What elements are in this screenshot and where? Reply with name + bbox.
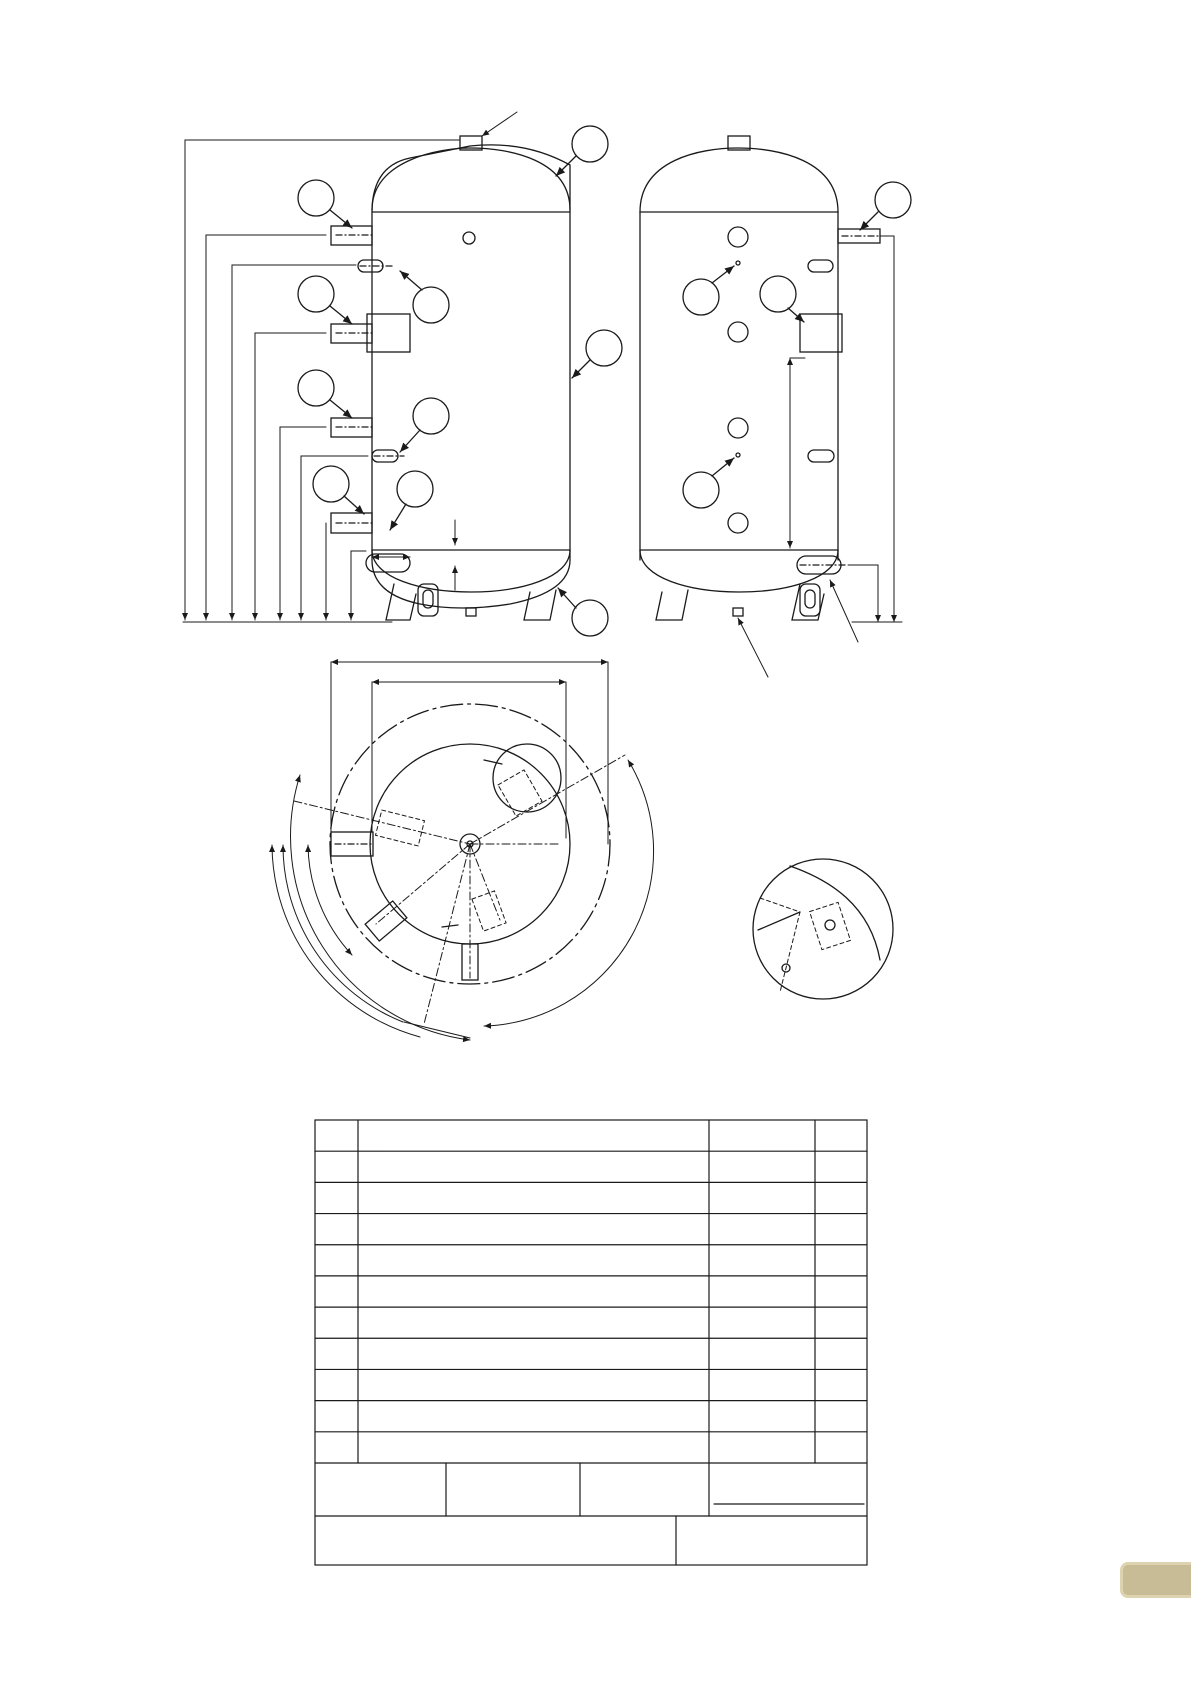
balloon	[413, 398, 449, 434]
side-view	[640, 136, 911, 677]
balloon	[413, 287, 449, 323]
front-vessel-outline	[372, 145, 570, 608]
side-heating-box	[800, 314, 842, 352]
detail-view	[753, 859, 893, 999]
front-dimension-lines	[183, 112, 517, 622]
balloon	[760, 276, 796, 312]
front-bottom-head	[372, 550, 570, 592]
balloon	[572, 126, 608, 162]
balloon	[298, 180, 334, 216]
detail-circle	[753, 859, 893, 999]
balloon	[298, 370, 334, 406]
front-bottom-nozzle	[466, 608, 476, 616]
balloon	[683, 472, 719, 508]
balloon	[683, 279, 719, 315]
balloon	[298, 276, 334, 312]
front-heating-box	[367, 314, 410, 352]
plan-view	[272, 662, 654, 1040]
front-view	[183, 112, 622, 636]
balloon	[875, 182, 911, 218]
plan-detail-circle	[493, 744, 561, 812]
plan-hidden-boxes	[376, 770, 542, 931]
side-top-head	[640, 148, 838, 212]
front-leg-right	[524, 590, 556, 620]
parts-table	[315, 1120, 867, 1565]
side-balloons	[683, 182, 911, 508]
front-top-head	[372, 148, 570, 210]
balloon	[586, 330, 622, 366]
front-balloons	[298, 126, 622, 636]
page-number-tab	[1120, 1562, 1191, 1598]
balloon	[313, 466, 349, 502]
front-inspection-hole	[463, 232, 475, 244]
balloon	[397, 471, 433, 507]
balloon	[572, 600, 608, 636]
